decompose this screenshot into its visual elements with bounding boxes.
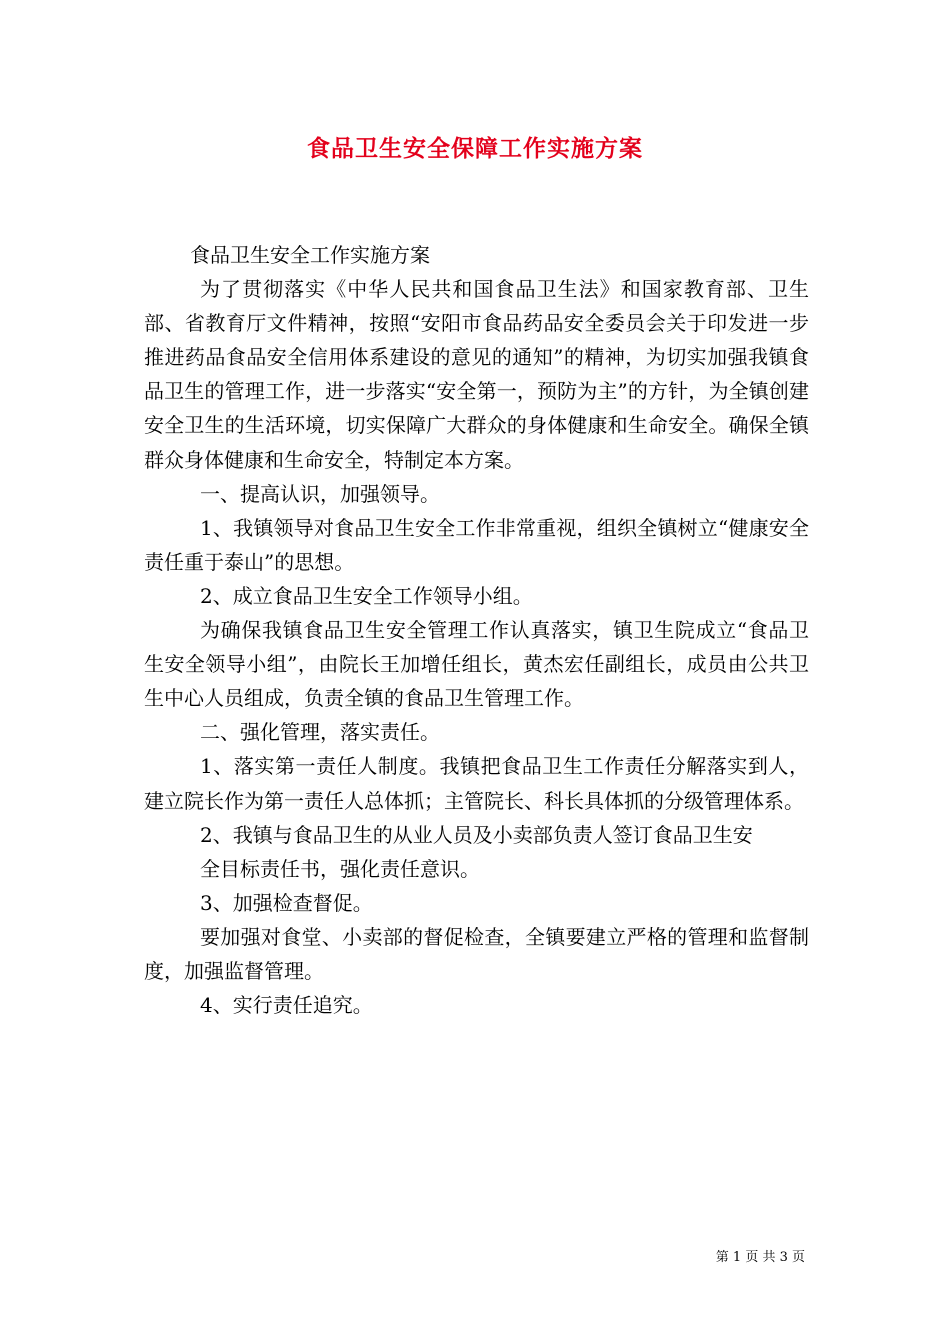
paragraph-item: 全目标责任书，强化责任意识。 [200, 856, 480, 881]
paragraph-item: 2、我镇与食品卫生的从业人员及小卖部负责人签订食品卫生安 [200, 822, 753, 847]
paragraph-subtitle: 食品卫生安全工作实施方案 [190, 243, 430, 267]
page-title: 食品卫生安全保障工作实施方案 [307, 135, 643, 162]
paragraph-item: 3、加强检查督促。 [200, 890, 373, 915]
section-heading-1: 一、提高认识，加强领导。 [200, 481, 440, 506]
paragraph-item: 为确保我镇食品卫生安全管理工作认真落实，镇卫生院成立“食品卫生安全领导小组”，由院长王加增任组长，黄杰宏任副组长，成员由公共卫生中心人员组成，负责全镇的食品卫生管理工作。 [144, 618, 809, 711]
section-heading-2: 二、强化管理，落实责任。 [200, 720, 440, 745]
paragraph-item: 1、落实第一责任人制度。我镇把食品卫生工作责任分解落实到人，建立院长作为第一责任人总体抓；主管院长、科长具体抓的分级管理体系。 [144, 754, 809, 813]
document-body [144, 238, 809, 1022]
paragraph-intro: 为了贯彻落实《中华人民共和国食品卫生法》和国家教育部、卫生部、省教育厅文件精神，按照“安阳市食品药品安全委员会关于印发进一步推进药品食品安全信用体系建设的意见的通知”的精神，为切实加强我镇食品卫生的管理工作，进一步落实“安全第一，预防为主”的方针，为全镇创建安全卫生的生活环境，切实保障广大群众的身体健康和生命安全。确保全镇群众身体健康和生命安全，特制定本方案。 [144, 277, 809, 472]
paragraph-item: 2、成立食品卫生安全工作领导小组。 [200, 583, 533, 608]
paragraph-item: 4、实行责任追究。 [200, 993, 373, 1018]
page-number: 第 1 页 共 3 页 [715, 1250, 805, 1265]
paragraph-item: 1、我镇领导对食品卫生安全工作非常重视，组织全镇树立“健康安全责任重于泰山”的思想。 [144, 515, 809, 574]
paragraph-item: 要加强对食堂、小卖部的督促检查，全镇要建立严格的管理和监督制度，加强监督管理。 [144, 924, 809, 983]
